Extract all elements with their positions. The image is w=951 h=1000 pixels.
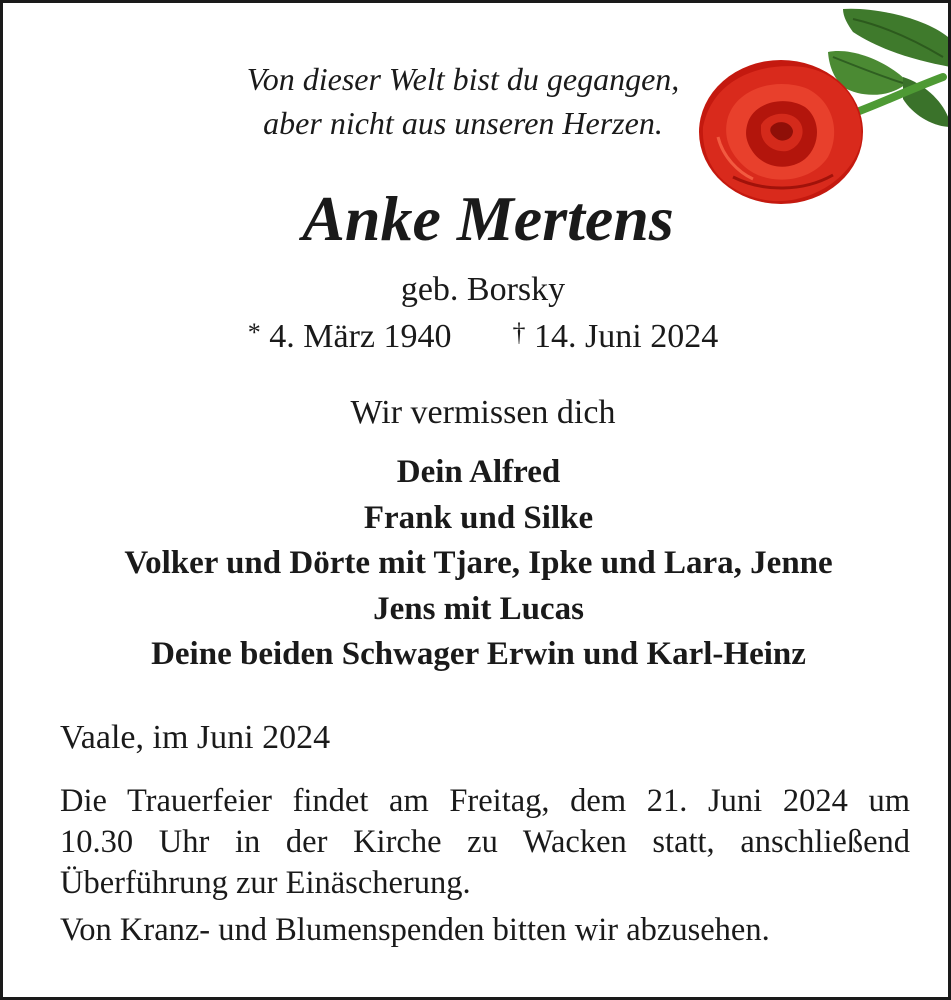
- flowers-note: Von Kranz- und Blumenspenden bitten wir abzusehen.: [60, 912, 770, 948]
- mourner-line: Volker und Dörte mit Tjare, Ipke und Lara, Jenne: [124, 545, 833, 581]
- motto: [183, 57, 743, 145]
- farewell-text: Wir vermissen dich: [350, 394, 616, 431]
- birth-symbol: *: [247, 318, 261, 347]
- motto-line-2: aber nicht aus unseren Herzen.: [263, 105, 663, 141]
- motto-line-1: Von dieser Welt bist du gegangen,: [246, 61, 680, 97]
- mourner-line: Deine beiden Schwager Erwin und Karl-Heinz: [151, 636, 806, 672]
- mourner-line: Frank und Silke: [363, 499, 594, 536]
- place-and-date: Vaale, im Juni 2024: [60, 719, 331, 756]
- life-dates: [153, 315, 813, 359]
- death-symbol: †: [512, 318, 526, 347]
- funeral-line-1: Die Trauerfeier findet am Freitag, dem 21. Juni 2024 um: [60, 783, 910, 819]
- funeral-line-2: 10.30 Uhr in der Kirche zu Wacken statt, anschließend: [60, 824, 910, 860]
- mourners-list: [43, 450, 914, 678]
- mourner-line: Jens mit Lucas: [373, 590, 584, 627]
- mourner-line: Dein Alfred: [396, 454, 561, 490]
- deceased-name: Anke Mertens: [302, 183, 674, 254]
- funeral-info: [60, 781, 910, 904]
- death-date: 14. Juni 2024: [534, 318, 719, 355]
- funeral-line-3: Überführung zur Einäscherung.: [60, 865, 471, 901]
- birth-date: 4. März 1940: [269, 318, 452, 355]
- maiden-name: geb. Borsky: [400, 271, 566, 308]
